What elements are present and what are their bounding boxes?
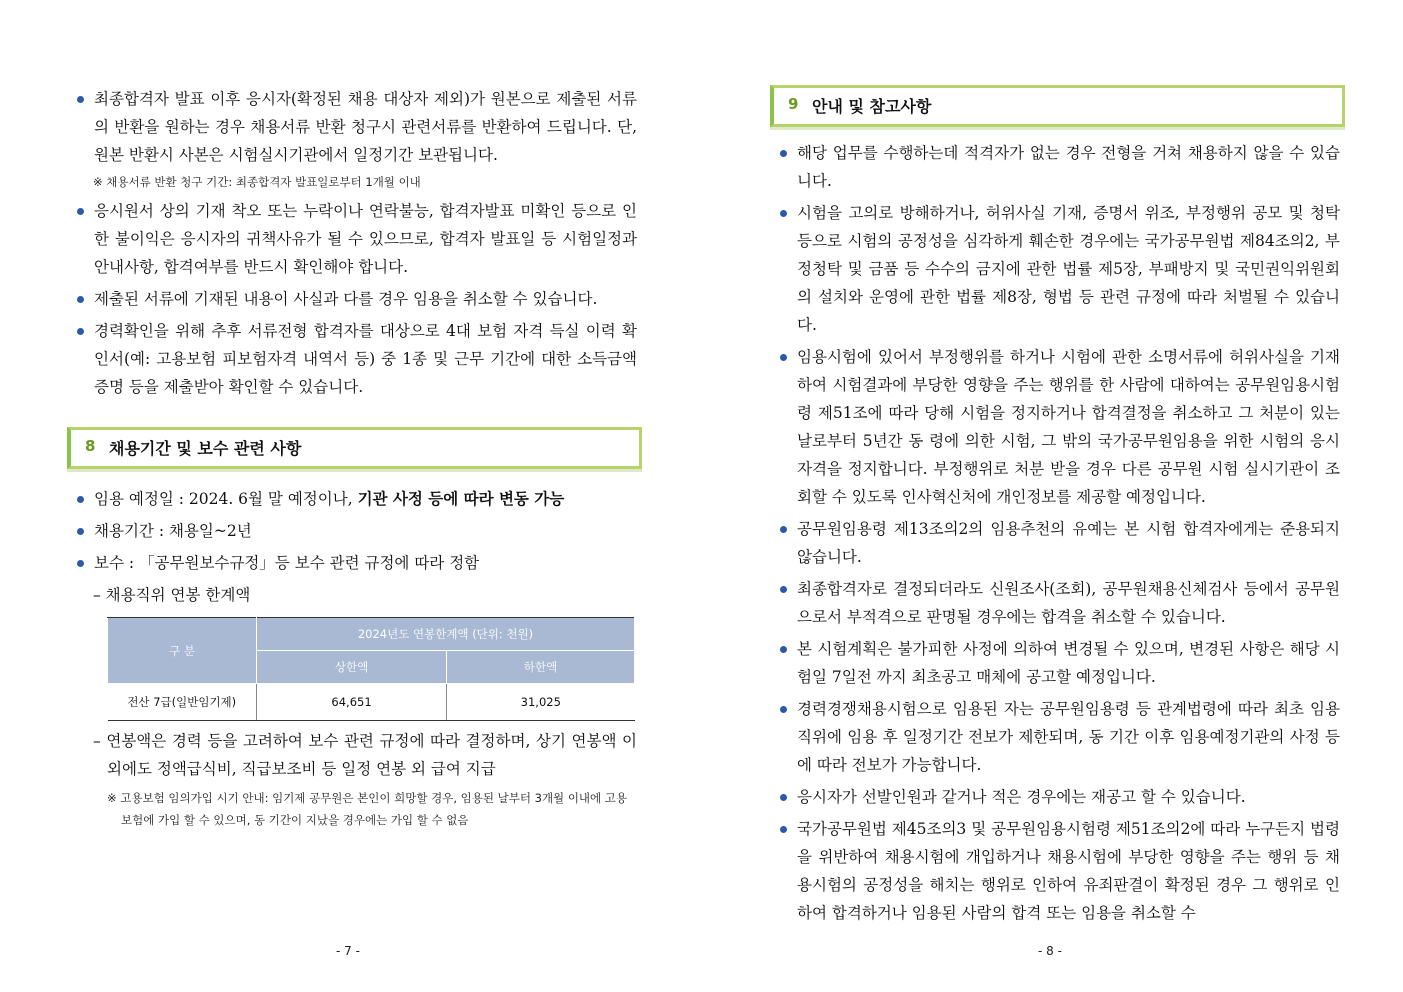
left-column <box>75 85 637 831</box>
salary-table <box>107 617 635 721</box>
section-number: 9 <box>788 95 799 113</box>
bullet-text: 임용시험에 있어서 부정행위를 하거나 시험에 관한 소명서류에 허위사실을 기재하여 시험결과에 부당한 영향을 주는 행위를 한 사람에 대하여는 공무원임용시험령 제51조에 따라 당해 시험을 정지하거나 합격결정을 취소하고 그 처분이 있는 날로부터 5년간 동 령에 의한 시험, 그 밖의 국가공무원임용을 위한 시험의 응시 자격을 정지합니다. 부정행위로 처분 받을 경우 다른 공무원 시험 실시기관이 조회할 수 있도록 인사혁신처에 개인정보를 제공할 예정입니다. <box>797 348 1340 506</box>
table-row <box>108 684 635 721</box>
table-cell-lower: 31,025 <box>447 684 635 721</box>
bullet-text: 임용 예정일 : 2024. 6월 말 예정이나, <box>94 490 358 508</box>
bullet-text: 공무원임용령 제13조의2의 임용추천의 유예는 본 시험 합격자에게는 준용되지 않습니다. <box>797 520 1340 566</box>
list-item <box>75 85 637 169</box>
bullet-icon <box>77 496 84 503</box>
list-item <box>75 317 637 401</box>
bullet-text: 경력경쟁채용시험으로 임용된 자는 공무원임용령 등 관계법령에 따라 최초 임용직위에 임용 후 일정기간 전보가 제한되며, 동 기간 이후 임용예정기관의 사정 등에 따라 전보가 가능합니다. <box>797 700 1340 774</box>
list-item <box>778 575 1340 631</box>
note: ※ 채용서류 반환 청구 기간: 최종합격자 발표일로부터 1개월 이내 <box>93 175 421 189</box>
list-item <box>778 815 1340 927</box>
list-item <box>778 515 1340 571</box>
bullet-text: 해당 업무를 수행하는데 적격자가 없는 경우 전형을 거쳐 채용하지 않을 수 있습니다. <box>797 144 1340 190</box>
bullet-icon <box>780 586 787 593</box>
section-title: 안내 및 참고사항 <box>812 97 932 116</box>
list-item <box>75 285 637 313</box>
bullet-icon <box>77 296 84 303</box>
page-number: - 7 - <box>336 944 360 958</box>
table-cell-label: 전산 7급(일반임기제) <box>108 684 257 721</box>
bullet-text: 응시자가 선발인원과 같거나 적은 경우에는 재공고 할 수 있습니다. <box>797 788 1246 806</box>
bullet-emphasis: 기관 사정 등에 따라 변동 가능 <box>357 489 565 508</box>
table-header-upper: 상한액 <box>257 651 447 684</box>
bullet-icon <box>780 794 787 801</box>
bullet-icon <box>780 210 787 217</box>
bullet-icon <box>77 208 84 215</box>
list-item <box>778 199 1340 339</box>
bullet-text: 최종합격자로 결정되더라도 신원조사(조회), 공무원채용신체검사 등에서 공무원으로서 부적격으로 판명될 경우에는 합격을 취소할 수 있습니다. <box>797 580 1340 626</box>
bullet-icon <box>77 96 84 103</box>
list-item <box>75 517 637 545</box>
list-item <box>75 485 637 513</box>
bullet-text: 국가공무원법 제45조의3 및 공무원임용시험령 제51조의2에 따라 누구든지 법령을 위반하여 채용시험에 개입하거나 채용시험에 부당한 영향을 주는 행위 등 채용시험의 공정성을 해치는 행위로 인하여 유죄판결이 확정된 경우 그 행위로 인하여 합격하거나 임용된 사람의 합격 또는 임용을 취소할 수 <box>797 820 1340 922</box>
section-heading-9 <box>770 85 1345 127</box>
right-column <box>778 85 1340 931</box>
bullet-text: 최종합격자 발표 이후 응시자(확정된 채용 대상자 제외)가 원본으로 제출된 서류의 반환을 원하는 경우 채용서류 반환 청구시 관련서류를 반환하여 드립니다. 단, 원본 반환시 사본은 시험실시기관에서 일정기간 보관됩니다. <box>94 90 637 164</box>
bullet-icon <box>77 528 84 535</box>
list-item <box>778 783 1340 811</box>
table-header-category: 구 분 <box>108 618 257 684</box>
page-number: - 8 - <box>1038 944 1062 958</box>
bullet-text: 시험을 고의로 방해하거나, 허위사실 기재, 증명서 위조, 부정행위 공모 및 청탁 등으로 시험의 공정성을 심각하게 훼손한 경우에는 국가공무원법 제84조의2, 부정청탁 및 금품 등 수수의 금지에 관한 법률 제5장, 부패방지 및 국민권익위원회의 설치와 운영에 관한 법률 제8장, 형법 등 관련 규정에 따라 처벌될 수 있습니다. <box>797 204 1340 334</box>
dash-item: – 연봉액은 경력 등을 고려하여 보수 관련 규정에 따라 결정하며, 상기 연봉액 이외에도 정액급식비, 직급보조비 등 일정 연봉 외 급여 지급 <box>93 732 637 778</box>
note: ※ 고용보험 임의가입 시기 안내: 임기제 공무원은 본인이 희망할 경우, 임용된 날부터 3개월 이내에 고용보험에 가입 할 수 있으며, 동 기간이 지났을 경우에는 가입 할 수 없음 <box>107 791 628 827</box>
table-header-group: 2024년도 연봉한계액 (단위: 천원) <box>257 618 635 651</box>
table-header-lower: 하한액 <box>447 651 635 684</box>
bullet-icon <box>77 328 84 335</box>
bullet-text: 본 시험계획은 불가피한 사정에 의하여 변경될 수 있으며, 변경된 사항은 해당 시험일 7일전 까지 최초공고 매체에 공고할 예정입니다. <box>797 640 1340 686</box>
bullet-icon <box>780 706 787 713</box>
bullet-icon <box>780 354 787 361</box>
list-item <box>778 695 1340 779</box>
bullet-icon <box>780 526 787 533</box>
bullet-icon <box>77 560 84 567</box>
bullet-text: 응시원서 상의 기재 착오 또는 누락이나 연락불능, 합격자발표 미확인 등으로 인한 불이익은 응시자의 귀책사유가 될 수 있으므로, 합격자 발표일 등 시험일정과 안내사항, 합격여부를 반드시 확인해야 합니다. <box>94 202 637 276</box>
bullet-icon <box>780 150 787 157</box>
bullet-text: 제출된 서류에 기재된 내용이 사실과 다를 경우 임용을 취소할 수 있습니다. <box>94 290 598 308</box>
table-cell-upper: 64,651 <box>257 684 447 721</box>
dash-item: – 채용직위 연봉 한계액 <box>93 586 251 604</box>
page-8 <box>700 0 1403 992</box>
bullet-text: 보수 : 「공무원보수규정」등 보수 관련 규정에 따라 정함 <box>94 554 480 572</box>
list-item <box>75 197 637 281</box>
list-item <box>778 139 1340 195</box>
bullet-text: 경력확인을 위해 추후 서류전형 합격자를 대상으로 4대 보험 자격 득실 이력 확인서(예: 고용보험 피보험자격 내역서 등) 중 1종 및 근무 기간에 대한 소득금액증명 등을 제출받아 확인할 수 있습니다. <box>94 322 637 396</box>
section-number: 8 <box>85 437 96 455</box>
page-7 <box>0 0 700 992</box>
bullet-icon <box>780 826 787 833</box>
section-title: 채용기간 및 보수 관련 사항 <box>109 439 302 458</box>
list-item <box>75 549 637 577</box>
bullet-icon <box>780 646 787 653</box>
list-item <box>778 343 1340 511</box>
bullet-text: 채용기간 : 채용일~2년 <box>94 522 252 540</box>
section-heading-8 <box>67 427 642 469</box>
list-item <box>778 635 1340 691</box>
